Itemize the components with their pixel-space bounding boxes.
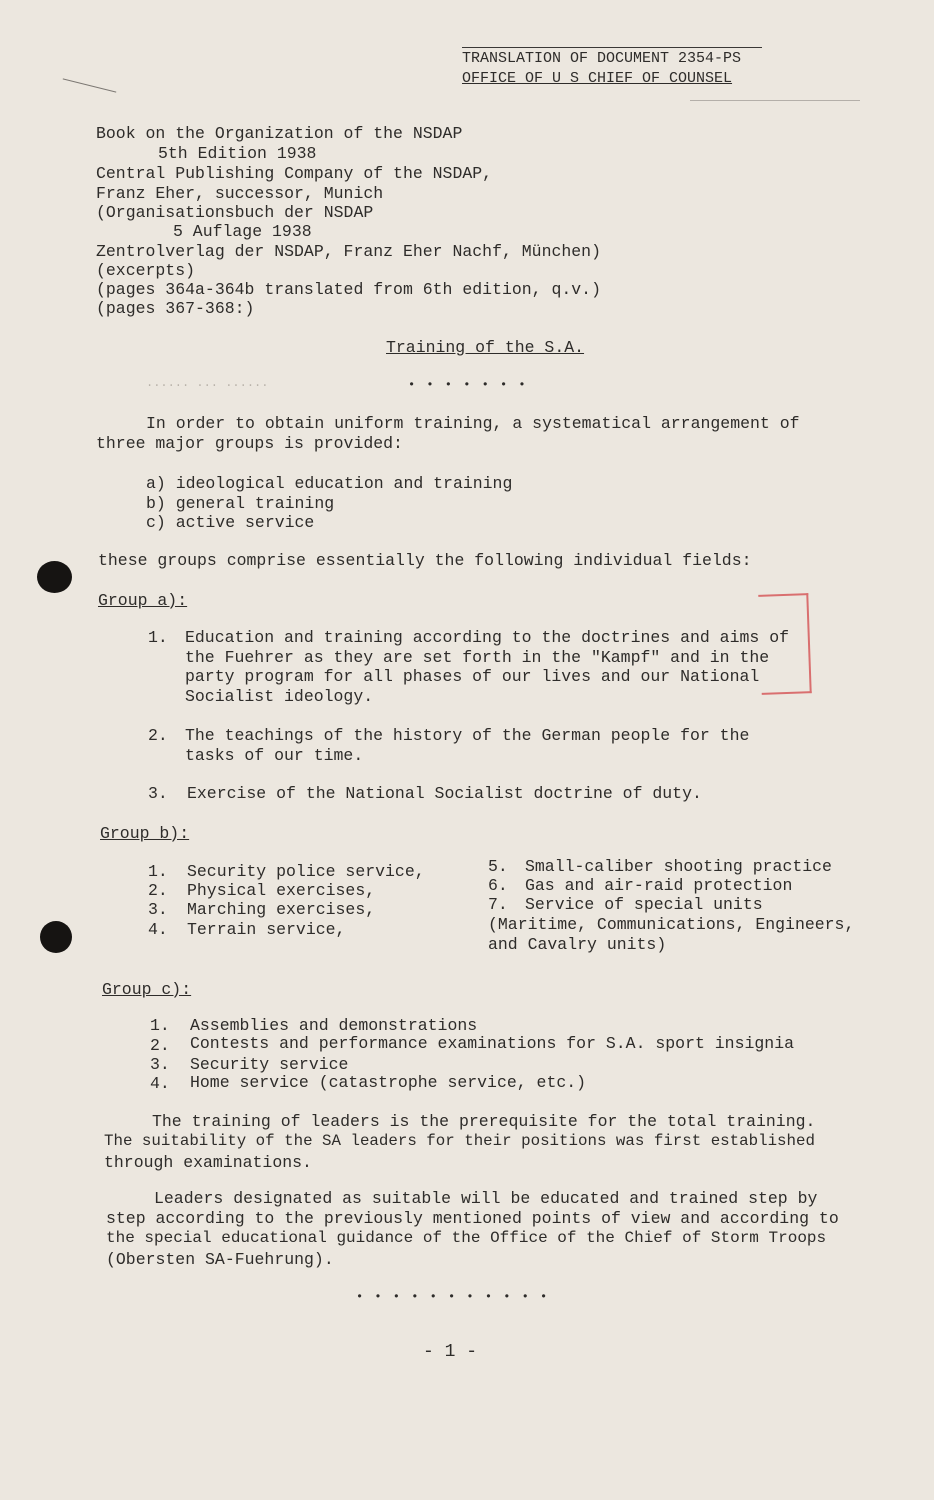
source-line: (Organisationsbuch der NSDAP <box>96 203 374 222</box>
group-b-item: Gas and air-raid protection <box>525 876 793 895</box>
group-b-item-number: 5. <box>488 857 508 876</box>
group-a-item-line: tasks of our time. <box>185 746 364 765</box>
group-b-item-number: 6. <box>488 876 508 895</box>
group-a-heading: Group a): <box>98 591 188 610</box>
group-b-item-cont: (Maritime, Communications, Engineers, <box>488 915 855 934</box>
group-c-item: Home service (catastrophe service, etc.) <box>190 1073 587 1092</box>
group-a-item-number: 2. <box>148 726 168 745</box>
source-line: (excerpts) <box>96 261 196 280</box>
ellipsis-bottom: • • • • • • • • • • • <box>356 1290 550 1304</box>
document-title: Training of the S.A. <box>386 338 585 357</box>
group-a-item-line: Education and training according to the doctrines and aims of <box>185 628 789 647</box>
group-c-item-number: 1. <box>150 1016 170 1035</box>
group-c-item: Assemblies and demonstrations <box>190 1016 478 1035</box>
group-c-heading: Group c): <box>102 980 192 999</box>
source-line: Zentrolverlag der NSDAP, Franz Eher Nachf, München) <box>96 242 601 261</box>
source-line: 5th Edition 1938 <box>158 144 317 163</box>
binder-hole <box>40 921 72 953</box>
group-b-item-number: 2. <box>148 881 168 900</box>
group-c-item-number: 3. <box>150 1055 170 1074</box>
page-number: - 1 - <box>423 1342 478 1362</box>
group-c-item: Security service <box>190 1055 349 1074</box>
group-c-item: Contests and performance examinations for S.A. sport insignia <box>190 1034 794 1053</box>
group-b-item: Security police service, <box>187 862 425 881</box>
group-c-item-number: 4. <box>150 1074 170 1093</box>
group-b-item: Service of special units <box>525 895 763 914</box>
binder-hole <box>37 561 72 593</box>
header-line-2: OFFICE OF U S CHIEF OF COUNSEL <box>462 70 733 87</box>
group-b-item: Small-caliber shooting practice <box>525 857 832 876</box>
group-b-item: Physical exercises, <box>187 881 376 900</box>
paragraph-1-line: The suitability of the SA leaders for their positions was first established <box>104 1132 815 1150</box>
major-group-item: a) ideological education and training <box>146 474 513 493</box>
group-b-item-cont: and Cavalry units) <box>488 935 667 954</box>
paragraph-1-line: through examinations. <box>104 1153 312 1172</box>
paragraph-1-line: The training of leaders is the prerequisite for the total training. <box>152 1112 816 1131</box>
group-a-item-line: the Fuehrer as they are set forth in the "Kampf" and in the <box>185 648 770 667</box>
major-group-item: c) active service <box>146 513 315 532</box>
major-group-item: b) general training <box>146 494 335 513</box>
source-line: Book on the Organization of the NSDAP <box>96 124 463 143</box>
group-b-heading: Group b): <box>100 824 190 843</box>
paragraph-2-line: (Obersten SA-Fuehrung). <box>106 1250 334 1269</box>
group-a-item-line: Socialist ideology. <box>185 687 374 706</box>
intro-line: In order to obtain uniform training, a systematical arrangement of <box>146 414 800 433</box>
intro-line: three major groups is provided: <box>96 434 403 453</box>
group-b-item-number: 4. <box>148 920 168 939</box>
group-a-item-line: Exercise of the National Socialist doctrine of duty. <box>187 784 702 803</box>
paragraph-2-line: Leaders designated as suitable will be educated and trained step by <box>154 1189 818 1208</box>
source-line: (pages 367-368:) <box>96 299 255 318</box>
fields-intro: these groups comprise essentially the following individual fields: <box>98 551 752 570</box>
header-line-1: TRANSLATION OF DOCUMENT 2354-PS <box>462 50 742 67</box>
paragraph-2-line: step according to the previously mentioned points of view and according to <box>106 1209 839 1228</box>
scan-streak <box>63 78 117 92</box>
source-line: 5 Auflage 1938 <box>173 222 312 241</box>
group-c-item-number: 2. <box>150 1036 170 1055</box>
group-a-item-line: party program for all phases of our lives and our National <box>185 667 760 686</box>
group-a-item-line: The teachings of the history of the German people for the <box>185 726 750 745</box>
scan-streak <box>690 100 860 101</box>
group-b-item-number: 3. <box>148 900 168 919</box>
source-line: Central Publishing Company of the NSDAP, <box>96 164 493 183</box>
group-a-item-number: 1. <box>148 628 168 647</box>
group-b-item-number: 7. <box>488 895 508 914</box>
group-a-item-number: 3. <box>148 784 168 803</box>
header-rule <box>462 47 762 48</box>
ellipsis-top: • • • • • • • <box>408 378 528 392</box>
source-line: (pages 364a-364b translated from 6th edition, q.v.) <box>96 280 601 299</box>
faded-fragment: ...... ... ...... <box>146 376 269 390</box>
group-b-item: Terrain service, <box>187 920 346 939</box>
group-b-item: Marching exercises, <box>187 900 376 919</box>
paragraph-2-line: the special educational guidance of the Office of the Chief of Storm Troops <box>106 1229 827 1247</box>
group-b-item-number: 1. <box>148 862 168 881</box>
source-line: Franz Eher, successor, Munich <box>96 184 384 203</box>
